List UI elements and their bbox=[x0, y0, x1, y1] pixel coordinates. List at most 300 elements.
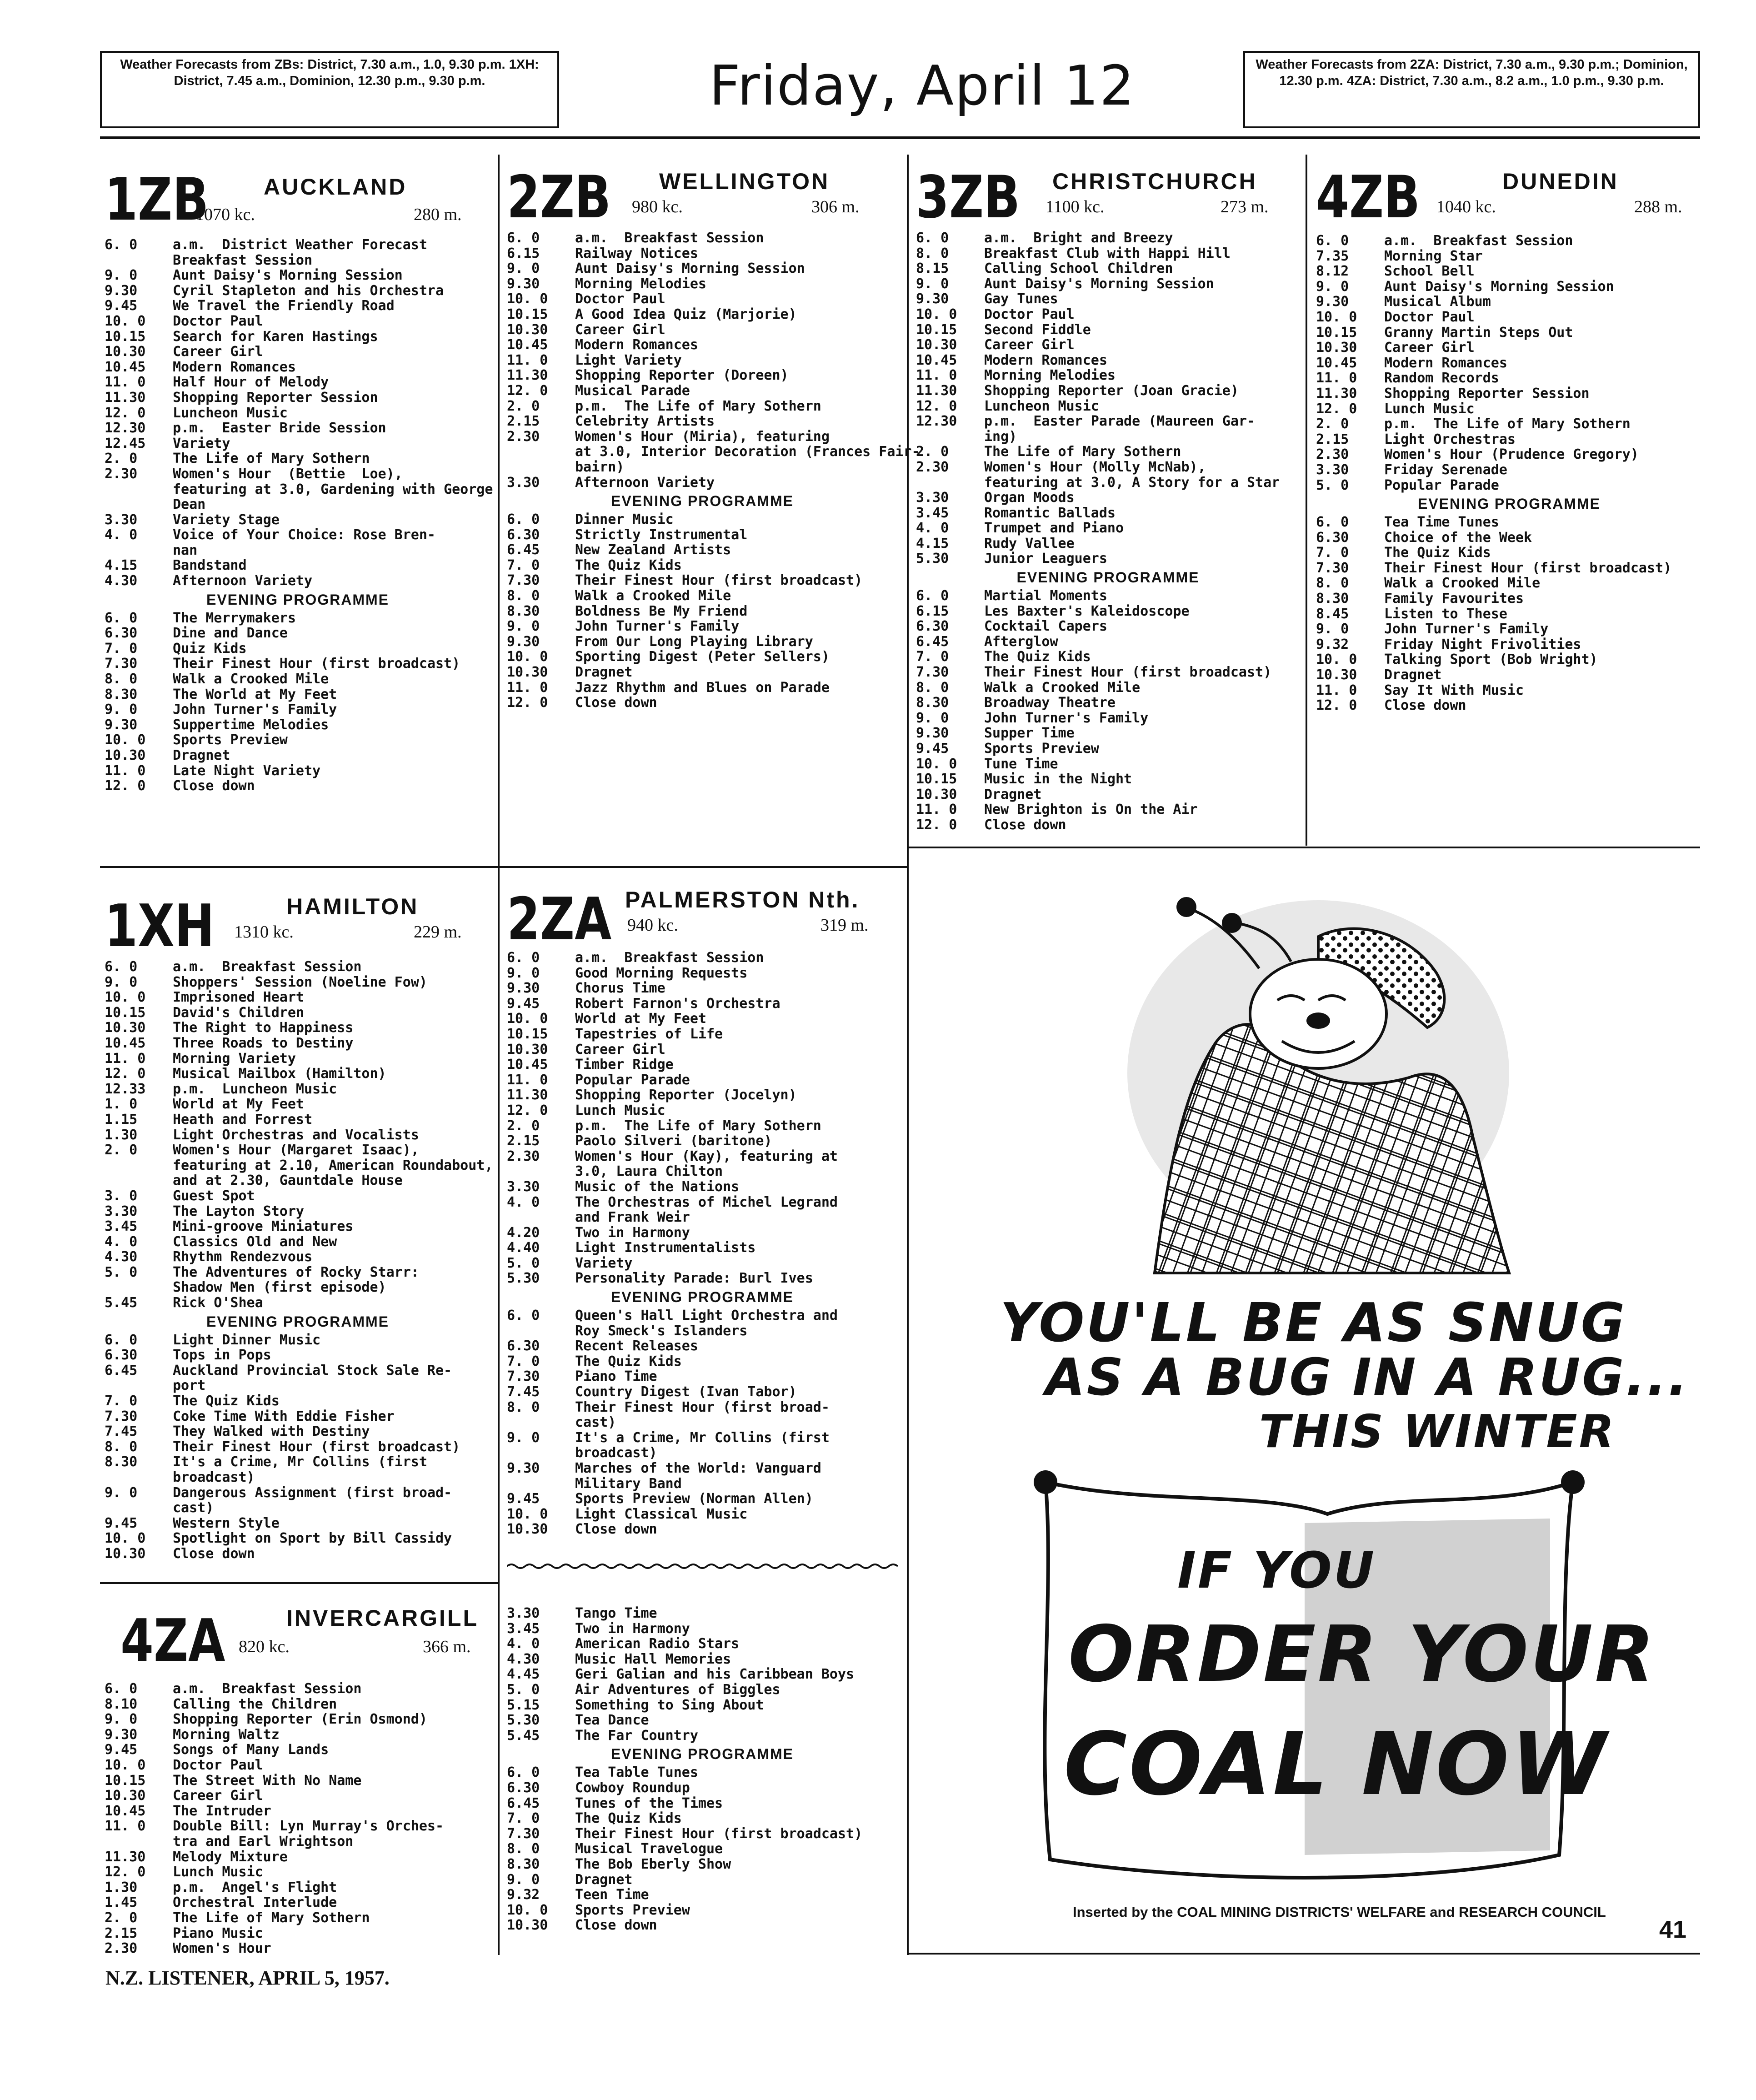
programme-entry bbox=[507, 414, 898, 429]
programme-title: featuring at 3.0, Gardening with George bbox=[173, 481, 493, 497]
programme-entry bbox=[105, 344, 491, 360]
programme-title: Recent Releases bbox=[575, 1338, 698, 1354]
programme-entry bbox=[507, 1522, 898, 1537]
programme-entry bbox=[1316, 264, 1702, 279]
programme-entry bbox=[105, 512, 491, 528]
programme-time: 7.30 bbox=[105, 1408, 138, 1424]
programme-entry bbox=[105, 1742, 491, 1758]
programme-entry bbox=[1316, 249, 1702, 264]
programme-entry bbox=[507, 1369, 898, 1384]
programme-time: 12. 0 bbox=[916, 817, 957, 833]
programme-title: Shopping Reporter Session bbox=[173, 389, 378, 406]
programme-time: 6.30 bbox=[507, 526, 540, 543]
programme-time: 10.30 bbox=[507, 1041, 548, 1058]
footer-rule-right bbox=[909, 1953, 1700, 1955]
programme-title: Broadway Theatre bbox=[984, 695, 1116, 711]
programme-time: 10.15 bbox=[916, 771, 957, 787]
programme-time: 9. 0 bbox=[507, 618, 540, 635]
programme-entry bbox=[916, 817, 1300, 833]
programme-title: Songs of Many Lands bbox=[173, 1742, 329, 1758]
programme-title: American Radio Stars bbox=[575, 1636, 740, 1652]
programme-title: The Layton Story bbox=[173, 1203, 304, 1219]
programme-entry bbox=[916, 680, 1300, 696]
programme-title: The Bob Eberly Show bbox=[575, 1856, 731, 1872]
programme-title: Boldness Be My Friend bbox=[575, 603, 748, 619]
programme-entry bbox=[105, 1333, 491, 1348]
programme-title: Musical Mailbox (Hamilton) bbox=[173, 1066, 386, 1082]
programme-time: 2.15 bbox=[507, 1133, 540, 1149]
programme-time: 10. 0 bbox=[105, 732, 146, 748]
programme-title: Orchestral Interlude bbox=[173, 1895, 337, 1911]
programme-entry bbox=[507, 429, 898, 445]
station-callsign: 3ZB bbox=[916, 164, 1021, 231]
programme-title: tra and Earl Wrightson bbox=[173, 1833, 354, 1849]
programme-title: Good Morning Requests bbox=[575, 965, 748, 981]
programme-entry bbox=[507, 680, 898, 696]
programme-title: Close down bbox=[1384, 697, 1466, 714]
programme-entry bbox=[507, 512, 898, 527]
programme-title: Shoppers' Session (Noeline Fow) bbox=[173, 974, 427, 990]
programme-title: Les Baxter's Kaleidoscope bbox=[984, 603, 1190, 619]
programme-time: 9.45 bbox=[916, 741, 949, 757]
programme-entry bbox=[916, 429, 1300, 445]
programme-title: Family Favourites bbox=[1384, 591, 1524, 607]
programme-title: A Good Idea Quiz (Marjorie) bbox=[575, 306, 797, 322]
programme-title: Afterglow bbox=[984, 633, 1058, 650]
programme-title: Sports Preview bbox=[173, 732, 288, 748]
programme-entry bbox=[105, 990, 491, 1005]
programme-entry bbox=[507, 1728, 898, 1744]
programme-entry bbox=[507, 1826, 898, 1842]
programme-entry bbox=[507, 1400, 898, 1415]
programme-entry bbox=[105, 1895, 491, 1910]
programme-title: Western Style bbox=[173, 1515, 280, 1531]
programme-entry bbox=[916, 475, 1300, 491]
programme-title: Walk a Crooked Mile bbox=[173, 671, 329, 687]
programme-title: broadcast) bbox=[173, 1469, 255, 1485]
programme-entry bbox=[507, 558, 898, 573]
programme-title: Variety Stage bbox=[173, 511, 280, 528]
programme-title: Dragnet bbox=[575, 1871, 633, 1888]
programme-time: 9. 0 bbox=[105, 1484, 138, 1501]
programme-title: Auckland Provincial Stock Sale Re- bbox=[173, 1362, 452, 1378]
station-frequency: 1310 kc. bbox=[234, 922, 294, 942]
programme-entry bbox=[507, 527, 898, 543]
programme-title: Aunt Daisy's Morning Session bbox=[173, 267, 403, 284]
programme-entry bbox=[1316, 416, 1702, 432]
programme-time: 6. 0 bbox=[105, 1681, 138, 1697]
programme-entry bbox=[507, 542, 898, 558]
programme-title: p.m. The Life of Mary Sothern bbox=[575, 398, 821, 414]
programme-time: 11. 0 bbox=[507, 352, 548, 368]
programme-entry bbox=[105, 1804, 491, 1819]
programme-entry bbox=[916, 649, 1300, 665]
programme-entry bbox=[916, 246, 1300, 261]
programme-title: a.m. Breakfast Session bbox=[1384, 233, 1573, 249]
programme-time: 10. 0 bbox=[916, 756, 957, 772]
programme-title: broadcast) bbox=[575, 1445, 657, 1461]
programme-time: 3.30 bbox=[105, 1203, 138, 1219]
programme-entry bbox=[507, 573, 898, 588]
programme-title: Rhythm Rendezvous bbox=[173, 1249, 313, 1265]
programme-title: Three Roads to Destiny bbox=[173, 1035, 354, 1051]
programme-entry bbox=[916, 772, 1300, 787]
programme-title: Chorus Time bbox=[575, 980, 665, 997]
programme-entry bbox=[105, 1531, 491, 1546]
programme-title: Their Finest Hour (first broadcast) bbox=[173, 656, 460, 672]
programme-time: 7.45 bbox=[507, 1384, 540, 1400]
programme-title: Career Girl bbox=[575, 321, 665, 338]
programme-entry bbox=[916, 460, 1300, 475]
programme-entry bbox=[507, 444, 920, 460]
evening-programme-heading: EVENING PROGRAMME bbox=[610, 1746, 794, 1763]
programme-entry bbox=[105, 1112, 491, 1128]
programme-title: From Our Long Playing Library bbox=[575, 633, 813, 650]
programme-title: John Turner's Family bbox=[984, 710, 1149, 726]
programme-title: Shopping Reporter (Doreen) bbox=[575, 367, 789, 384]
programme-title: a.m. Bright and Breezy bbox=[984, 230, 1173, 246]
programme-title: Guest Spot bbox=[173, 1188, 255, 1204]
programme-title: a.m. Breakfast Session bbox=[173, 1681, 362, 1697]
programme-time: 10.45 bbox=[105, 359, 146, 375]
programme-time: 4.20 bbox=[507, 1224, 540, 1241]
programme-time: 4. 0 bbox=[507, 1636, 540, 1652]
programme-entry bbox=[507, 1461, 898, 1476]
programme-time: 10.45 bbox=[1316, 355, 1357, 371]
programme-time: 6.30 bbox=[507, 1338, 540, 1354]
programme-time: 11.30 bbox=[507, 1087, 548, 1103]
programme-title: Heath and Forrest bbox=[173, 1111, 313, 1128]
programme-time: 12. 0 bbox=[105, 1864, 146, 1880]
ad-headline-line3: THIS WINTER bbox=[1259, 1405, 1616, 1458]
programme-time: 8. 0 bbox=[507, 1841, 540, 1857]
programme-time: 6.45 bbox=[916, 633, 949, 650]
programme-entry bbox=[507, 966, 898, 981]
programme-title: Close down bbox=[575, 695, 657, 711]
programme-entry bbox=[105, 763, 491, 779]
programme-entry bbox=[916, 231, 1300, 246]
programme-title: The Quiz Kids bbox=[575, 557, 682, 573]
programme-entry bbox=[916, 726, 1300, 741]
programme-list bbox=[105, 1681, 491, 1956]
programme-entry bbox=[916, 802, 1300, 817]
programme-title: Modern Romances bbox=[575, 337, 698, 353]
programme-title: Women's Hour (Bettie Loe), bbox=[173, 466, 403, 482]
programme-time: 10. 0 bbox=[916, 306, 957, 322]
programme-time: 2.30 bbox=[507, 1148, 540, 1164]
programme-entry bbox=[105, 1249, 491, 1265]
programme-entry bbox=[507, 1133, 898, 1149]
programme-title: Their Finest Hour (first broadcast) bbox=[1384, 560, 1672, 576]
programme-time: 10.30 bbox=[1316, 340, 1357, 356]
programme-time: 4.30 bbox=[507, 1651, 540, 1667]
programme-title: Tea Table Tunes bbox=[575, 1764, 698, 1781]
programme-entry bbox=[916, 291, 1300, 307]
programme-time: 9.32 bbox=[507, 1887, 540, 1903]
programme-time: 1.30 bbox=[105, 1127, 138, 1143]
programme-title: Calling School Children bbox=[984, 261, 1173, 277]
programme-time: 7.30 bbox=[507, 1825, 540, 1842]
section-rule-right bbox=[909, 847, 1700, 848]
programme-time: 2. 0 bbox=[507, 1118, 540, 1134]
station-frequency: 940 kc. bbox=[627, 916, 678, 935]
programme-title: Dragnet bbox=[173, 747, 230, 763]
programme-entry bbox=[507, 1027, 898, 1042]
column-rule-3 bbox=[1306, 155, 1307, 846]
programme-list bbox=[507, 1606, 898, 1933]
programme-entry bbox=[105, 573, 491, 589]
programme-title: Music of the Nations bbox=[575, 1178, 740, 1195]
weather-forecast-box-left bbox=[100, 51, 559, 128]
programme-entry bbox=[105, 1378, 491, 1393]
programme-time: 9. 0 bbox=[1316, 278, 1349, 295]
programme-time: 8.30 bbox=[105, 686, 138, 702]
programme-entry bbox=[507, 619, 898, 634]
programme-entry bbox=[507, 1857, 898, 1872]
programme-entry bbox=[1316, 652, 1702, 667]
station-name: HAMILTON bbox=[286, 894, 419, 919]
programme-entry bbox=[105, 1849, 491, 1865]
programme-time: 9. 0 bbox=[105, 1711, 138, 1728]
programme-time: 7.35 bbox=[1316, 248, 1349, 264]
programme-entry bbox=[507, 1240, 898, 1256]
programme-entry bbox=[507, 1179, 898, 1195]
programme-time: 8.30 bbox=[507, 1856, 540, 1872]
ad-credit: Inserted by the COAL MINING DISTRICTS' WELFARE and RESEARCH COUNCIL bbox=[1073, 1904, 1606, 1920]
programme-entry bbox=[1316, 325, 1702, 341]
programme-time: 10.15 bbox=[105, 1004, 146, 1021]
programme-entry bbox=[105, 237, 491, 253]
weather-forecast-left: Weather Forecasts from ZBs: District, 7.30 a.m., 1.0, 9.30 p.m. 1XH: District, 7.45 a.m., Dominion, 12.30 p.m., 9.30 p.m. bbox=[120, 57, 539, 88]
station-name: PALMERSTON Nth. bbox=[625, 887, 860, 912]
programme-title: Aunt Daisy's Morning Session bbox=[1384, 278, 1614, 295]
programme-title: Tapestries of Life bbox=[575, 1026, 723, 1042]
programme-title: Quiz Kids bbox=[173, 640, 247, 657]
programme-time: 9.45 bbox=[105, 1515, 138, 1531]
programme-time: 6.30 bbox=[1316, 529, 1349, 546]
programme-time: 10. 0 bbox=[1316, 309, 1357, 325]
station-wavelength: 229 m. bbox=[414, 922, 462, 942]
programme-title: Classics Old and New bbox=[173, 1233, 337, 1250]
programme-time: 7.30 bbox=[916, 664, 949, 681]
programme-entry bbox=[916, 536, 1300, 551]
publication-footer: N.Z. LISTENER, APRIL 5, 1957. bbox=[105, 1967, 390, 1989]
programme-entry bbox=[507, 588, 898, 604]
programme-title: a.m. District Weather Forecast bbox=[173, 237, 427, 253]
programme-time: 8. 0 bbox=[916, 245, 949, 261]
programme-entry bbox=[507, 353, 898, 368]
programme-entry bbox=[105, 1234, 491, 1250]
programme-time: 4.15 bbox=[916, 535, 949, 551]
programme-entry bbox=[916, 414, 1300, 429]
programme-time: 6.30 bbox=[105, 625, 138, 642]
programme-entry bbox=[1316, 621, 1702, 637]
programme-title: Cowboy Roundup bbox=[575, 1779, 690, 1796]
programme-title: Close down bbox=[173, 778, 255, 794]
programme-time: 6. 0 bbox=[916, 230, 949, 246]
programme-title: Dragnet bbox=[575, 664, 633, 681]
programme-time: 9. 0 bbox=[507, 261, 540, 277]
programme-title: Their Finest Hour (first broadcast) bbox=[984, 664, 1272, 681]
programme-title: Rick O'Shea bbox=[173, 1295, 263, 1311]
programme-entry bbox=[507, 1149, 898, 1164]
programme-title: Piano Time bbox=[575, 1368, 657, 1385]
programme-title: Romantic Ballads bbox=[984, 505, 1116, 521]
programme-title: Say It With Music bbox=[1384, 682, 1524, 698]
programme-entry bbox=[916, 444, 1300, 460]
programme-entry bbox=[105, 314, 491, 329]
programme-entry bbox=[105, 1681, 491, 1697]
programme-title: Sports Preview bbox=[984, 741, 1099, 757]
programme-time: 7. 0 bbox=[507, 1353, 540, 1369]
programme-title: Light Variety bbox=[575, 352, 682, 368]
programme-entry bbox=[507, 291, 898, 307]
programme-title: The Far Country bbox=[575, 1727, 698, 1744]
programme-title: Two in Harmony bbox=[575, 1620, 690, 1637]
programme-time: 9.30 bbox=[507, 980, 540, 997]
programme-time: 3.30 bbox=[507, 1178, 540, 1195]
programme-entry bbox=[507, 246, 898, 261]
programme-time: 3.30 bbox=[507, 1605, 540, 1621]
programme-entry bbox=[507, 1256, 898, 1271]
column-rule-1 bbox=[498, 155, 500, 1955]
programme-entry bbox=[105, 1280, 491, 1295]
programme-title: Breakfast Session bbox=[173, 252, 313, 268]
programme-time: 10.15 bbox=[507, 306, 548, 322]
programme-entry bbox=[105, 1439, 491, 1455]
programme-entry bbox=[916, 521, 1300, 536]
programme-time: 8.15 bbox=[916, 261, 949, 277]
programme-entry bbox=[507, 383, 898, 399]
programme-title: Lunch Music bbox=[575, 1102, 665, 1118]
station-callsign: 2ZA bbox=[507, 886, 612, 953]
programme-time: 12. 0 bbox=[105, 405, 146, 421]
programme-time: 6. 0 bbox=[1316, 233, 1349, 249]
programme-entry bbox=[507, 1811, 898, 1826]
programme-title: Close down bbox=[173, 1545, 255, 1562]
programme-title: Doctor Paul bbox=[173, 313, 263, 329]
programme-time: 11. 0 bbox=[507, 1072, 548, 1088]
programme-entry bbox=[105, 1005, 491, 1021]
programme-time: 10.30 bbox=[105, 1545, 146, 1562]
programme-entry bbox=[916, 711, 1300, 726]
programme-title: Doctor Paul bbox=[575, 291, 665, 307]
programme-title: and at 2.30, Gauntdale House bbox=[173, 1173, 403, 1189]
programme-time: 7.30 bbox=[105, 656, 138, 672]
programme-title: David's Children bbox=[173, 1004, 304, 1021]
programme-entry bbox=[507, 261, 898, 276]
programme-entry bbox=[105, 778, 491, 794]
programme-title: Aunt Daisy's Morning Session bbox=[575, 261, 805, 277]
programme-entry bbox=[105, 1834, 491, 1849]
programme-time: 8.30 bbox=[507, 603, 540, 619]
programme-time: 9.30 bbox=[916, 725, 949, 742]
programme-entry bbox=[105, 1941, 491, 1956]
weather-forecast-right: Weather Forecasts from 2ZA: District, 7.30 a.m., 9.30 p.m.; Dominion, 12.30 p.m. 4ZA: District, 7.30 a.m., 8.2 a.m., 1.0 p.m., 9.30 p.m. bbox=[1256, 57, 1688, 88]
programme-entry bbox=[507, 604, 898, 619]
programme-title: Martial Moments bbox=[984, 588, 1107, 604]
programme-entry bbox=[507, 1713, 898, 1728]
programme-entry bbox=[507, 475, 898, 491]
programme-title: Musical Parade bbox=[575, 382, 690, 399]
programme-time: 11. 0 bbox=[507, 679, 548, 696]
programme-time: 10.15 bbox=[507, 1026, 548, 1042]
programme-entry bbox=[507, 399, 898, 414]
programme-entry bbox=[916, 399, 1300, 414]
programme-time: 2. 0 bbox=[916, 444, 949, 460]
programme-entry bbox=[105, 1454, 491, 1470]
programme-list bbox=[105, 237, 491, 794]
programme-entry bbox=[507, 634, 898, 650]
programme-time: 4.30 bbox=[105, 573, 138, 589]
programme-entry bbox=[105, 959, 491, 975]
programme-title: Suppertime Melodies bbox=[173, 717, 329, 733]
page-number: 41 bbox=[1659, 1916, 1687, 1943]
programme-entry bbox=[105, 482, 491, 497]
programme-time: 7.30 bbox=[507, 1368, 540, 1385]
programme-title: The Life of Mary Sothern bbox=[173, 1910, 370, 1926]
programme-entry bbox=[105, 527, 491, 543]
programme-time: 10. 0 bbox=[105, 1530, 146, 1547]
programme-title: Choice of the Week bbox=[1384, 529, 1532, 546]
programme-time: 9.45 bbox=[105, 298, 138, 314]
programme-entry bbox=[507, 1445, 898, 1461]
station-callsign: 4ZA bbox=[120, 1607, 225, 1675]
programme-title: Musical Travelogue bbox=[575, 1841, 723, 1857]
programme-entry bbox=[105, 975, 491, 990]
programme-title: Morning Star bbox=[1384, 248, 1483, 264]
programme-title: Spotlight on Sport by Bill Cassidy bbox=[173, 1530, 452, 1547]
programme-entry bbox=[507, 1507, 898, 1522]
programme-entry bbox=[507, 1225, 898, 1241]
programme-entry bbox=[507, 1918, 898, 1933]
programme-time: 2. 0 bbox=[105, 1142, 138, 1158]
programme-title: The Merrymakers bbox=[173, 610, 296, 626]
programme-title: The Adventures of Rocky Starr: bbox=[173, 1264, 419, 1280]
programme-time: 2.15 bbox=[1316, 431, 1349, 447]
programme-entry bbox=[916, 368, 1300, 383]
programme-title: Search for Karen Hastings bbox=[173, 328, 378, 345]
programme-entry bbox=[507, 665, 898, 680]
programme-title: Their Finest Hour (first broadcast) bbox=[575, 572, 863, 589]
programme-title: The Life of Mary Sothern bbox=[984, 444, 1181, 460]
programme-entry bbox=[916, 604, 1300, 619]
programme-time: 6. 0 bbox=[105, 959, 138, 975]
programme-time: 7.30 bbox=[1316, 560, 1349, 576]
programme-title: Career Girl bbox=[1384, 340, 1475, 356]
programme-time: 4.15 bbox=[105, 557, 138, 574]
programme-title: Tango Time bbox=[575, 1605, 657, 1621]
programme-entry bbox=[507, 1780, 898, 1796]
station-frequency: 1100 kc. bbox=[1046, 197, 1105, 216]
programme-entry bbox=[105, 1036, 491, 1051]
programme-entry bbox=[507, 1042, 898, 1058]
programme-title: Robert Farnon's Orchestra bbox=[575, 995, 780, 1012]
programme-entry bbox=[105, 253, 491, 268]
programme-title: Bandstand bbox=[173, 557, 247, 574]
programme-title: cast) bbox=[575, 1414, 616, 1431]
programme-entry bbox=[507, 337, 898, 353]
programme-title: Coke Time With Eddie Fisher bbox=[173, 1408, 395, 1424]
programme-entry bbox=[105, 1424, 491, 1439]
programme-title: Voice of Your Choice: Rose Bren- bbox=[173, 527, 435, 543]
programme-title: Musical Album bbox=[1384, 294, 1491, 310]
programme-entry bbox=[507, 950, 898, 966]
programme-entry bbox=[507, 276, 898, 292]
programme-time: 10.30 bbox=[105, 344, 146, 360]
programme-title: Tops in Pops bbox=[173, 1347, 271, 1363]
programme-title: p.m. Luncheon Music bbox=[173, 1081, 337, 1097]
